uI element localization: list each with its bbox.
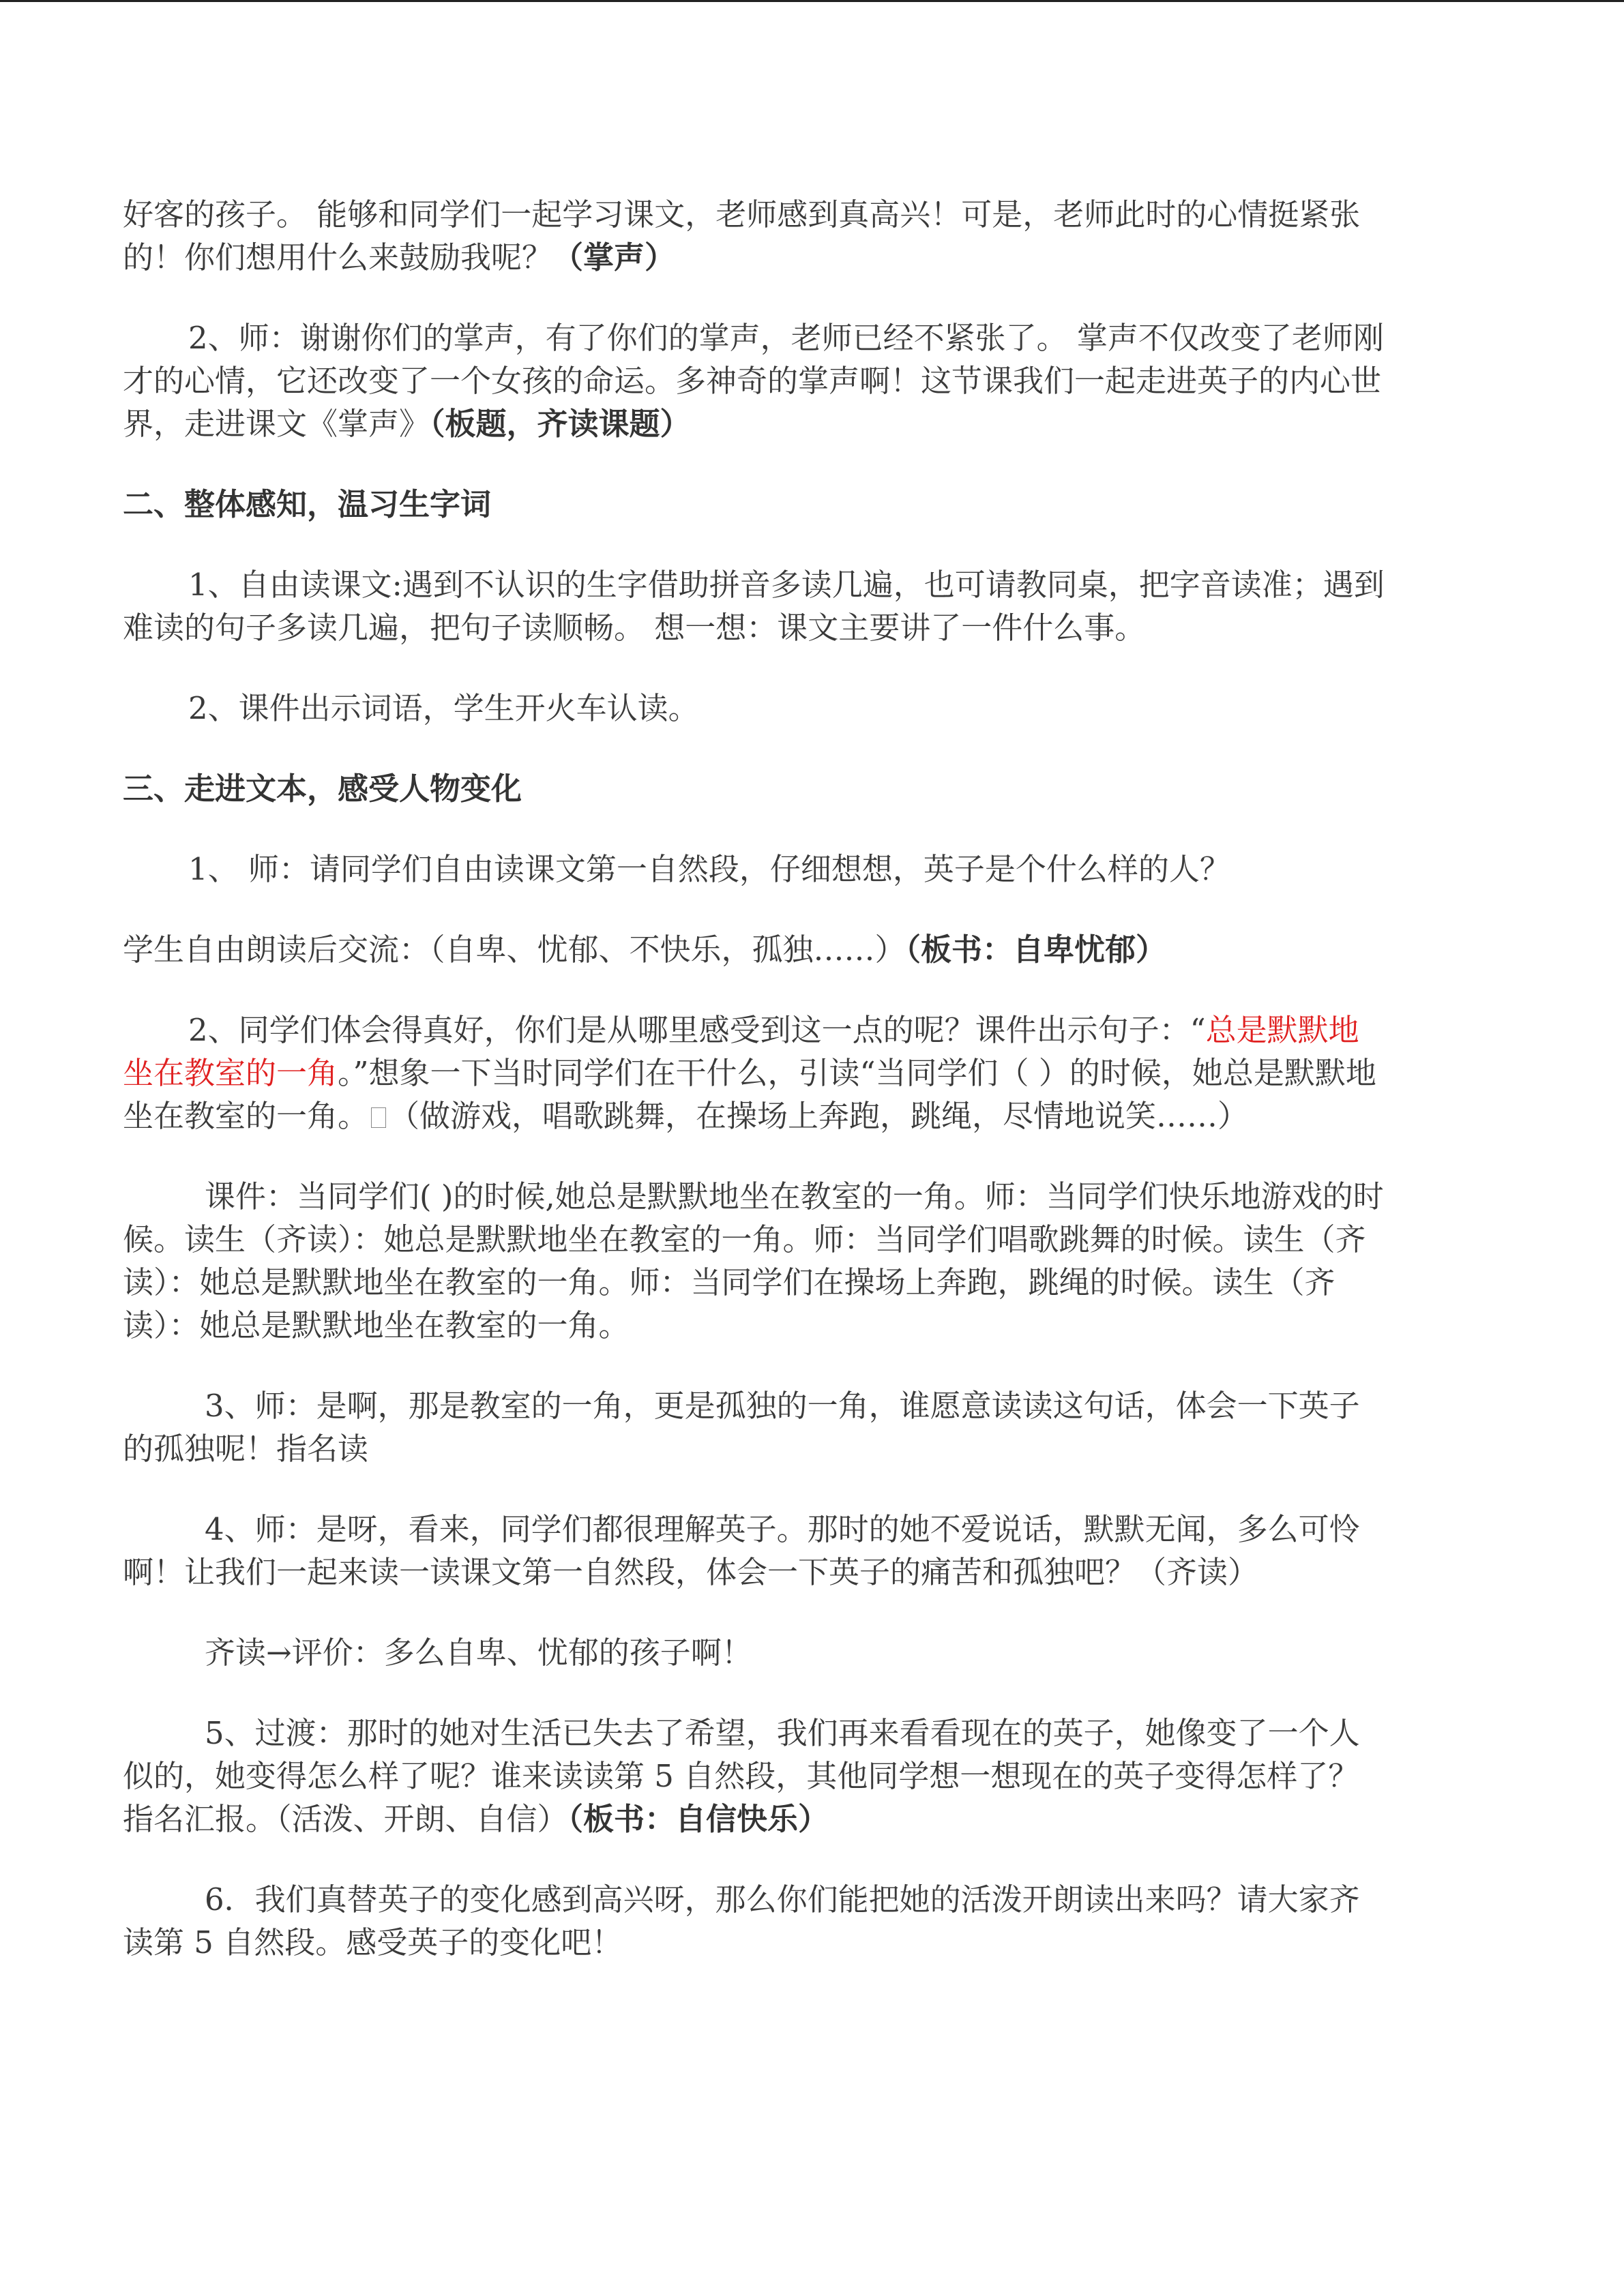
paragraph-vocabulary: 2、课件出示词语，学生开火车认读。 (188, 690, 699, 726)
highlighted-sentence: 总是默默地坐在教室的一角 (123, 1012, 1359, 1091)
paragraph-evaluation: 齐读→评价：多么自卑、忧郁的孩子啊！ (205, 1635, 752, 1671)
paragraph-sentence-display (123, 1009, 1385, 1137)
paragraph-applause-note: （板题，齐读课题） (430, 406, 691, 442)
paragraph-sentence-after: 。”想象一下当时同学们在干什么，引读“当同学们（ ）的时候，她总是默默地坐在教室的一角。 (123, 1055, 1376, 1134)
paragraph-intro-note: （掌声） (552, 239, 676, 275)
paragraph-intro (123, 193, 1385, 279)
paragraph-intro-text: 好客的孩子。 能够和同学们一起学习课文，老师感到真高兴！可是，老师此时的心情挺紧张的！你们想用什么来鼓励我呢？ (123, 196, 1361, 275)
paragraph-sentence-tail: （做游戏，唱歌跳舞，在操场上奔跑，跳绳，尽情地说笑……） (389, 1098, 1249, 1134)
paragraph-change: 6．我们真替英子的变化感到高兴呀，那么你们能把她的活泼开朗读出来吗？请大家齐读第 5 自然段。感受英子的变化吧！ (123, 1881, 1360, 1960)
paragraph-courseware: 课件：当同学们( )的时候,她总是默默地坐在教室的一角。师：当同学们快乐地游戏的时候。读生（齐读）：她总是默默地坐在教室的一角。师：当同学们唱歌跳舞的时候。读生（齐读）：她总是默默地坐在教室的一角。师：当同学们在操场上奔跑，跳绳的时候。读生（齐读）：她总是默默地坐在教室的一角。 (123, 1178, 1384, 1343)
paragraph-discussion-text: 学生自由朗读后交流：（自卑、忧郁、不快乐，孤独……） (123, 931, 906, 968)
section-heading-2: 二、整体感知，温习生字词 (123, 486, 492, 522)
placeholder-box-icon (371, 1107, 386, 1128)
paragraph-applause (123, 316, 1385, 445)
paragraph-understanding: 4、师：是呀，看来，同学们都很理解英子。那时的她不爱说话，默默无闻，多么可怜啊！让我们一起来读一读课文第一自然段，体会一下英子的痛苦和孤独吧？（齐读） (123, 1511, 1360, 1590)
paragraph-corner: 3、师：是啊，那是教室的一角，更是孤独的一角，谁愿意读读这句话，体会一下英子的孤独呢！指名读 (123, 1388, 1360, 1467)
paragraph-applause-text: 2、师：谢谢你们的掌声，有了你们的掌声，老师已经不紧张了。 掌声不仅改变了老师刚才的心情，它还改变了一个女孩的命运。多神奇的掌声啊！这节课我们一起走进英子的内心世界，走进课文《掌声》 (123, 320, 1384, 442)
section-heading-3: 三、走进文本，感受人物变化 (123, 771, 522, 807)
paragraph-transition-text: 5、过渡：那时的她对生活已失去了希望，我们再来看看现在的英子，她像变了一个人似的，她变得怎么样了呢？谁来读读第 5 自然段，其他同学想一想现在的英子变得怎样了？指名汇报。（活泼、开朗、自信） (123, 1715, 1360, 1837)
paragraph-question-1: 1、 师：请同学们自由读课文第一自然段，仔细想想，英子是个什么样的人？ (188, 851, 1230, 887)
document-page (123, 193, 1385, 2001)
paragraph-discussion-note: （板书：自卑忧郁） (905, 931, 1167, 968)
paragraph-transition (123, 1712, 1385, 1840)
paragraph-free-reading: 1、自由读课文:遇到不认识的生字借助拼音多读几遍，也可请教同桌，把字音读准；遇到难读的句子多读几遍，把句子读顺畅。 想一想：课文主要讲了一件什么事。 (123, 567, 1385, 646)
paragraph-sentence-before: 2、同学们体会得真好，你们是从哪里感受到这一点的呢？课件出示句子：“ (188, 1012, 1206, 1048)
paragraph-transition-note: （板书：自信快乐） (567, 1801, 829, 1837)
paragraph-discussion (123, 928, 1385, 971)
